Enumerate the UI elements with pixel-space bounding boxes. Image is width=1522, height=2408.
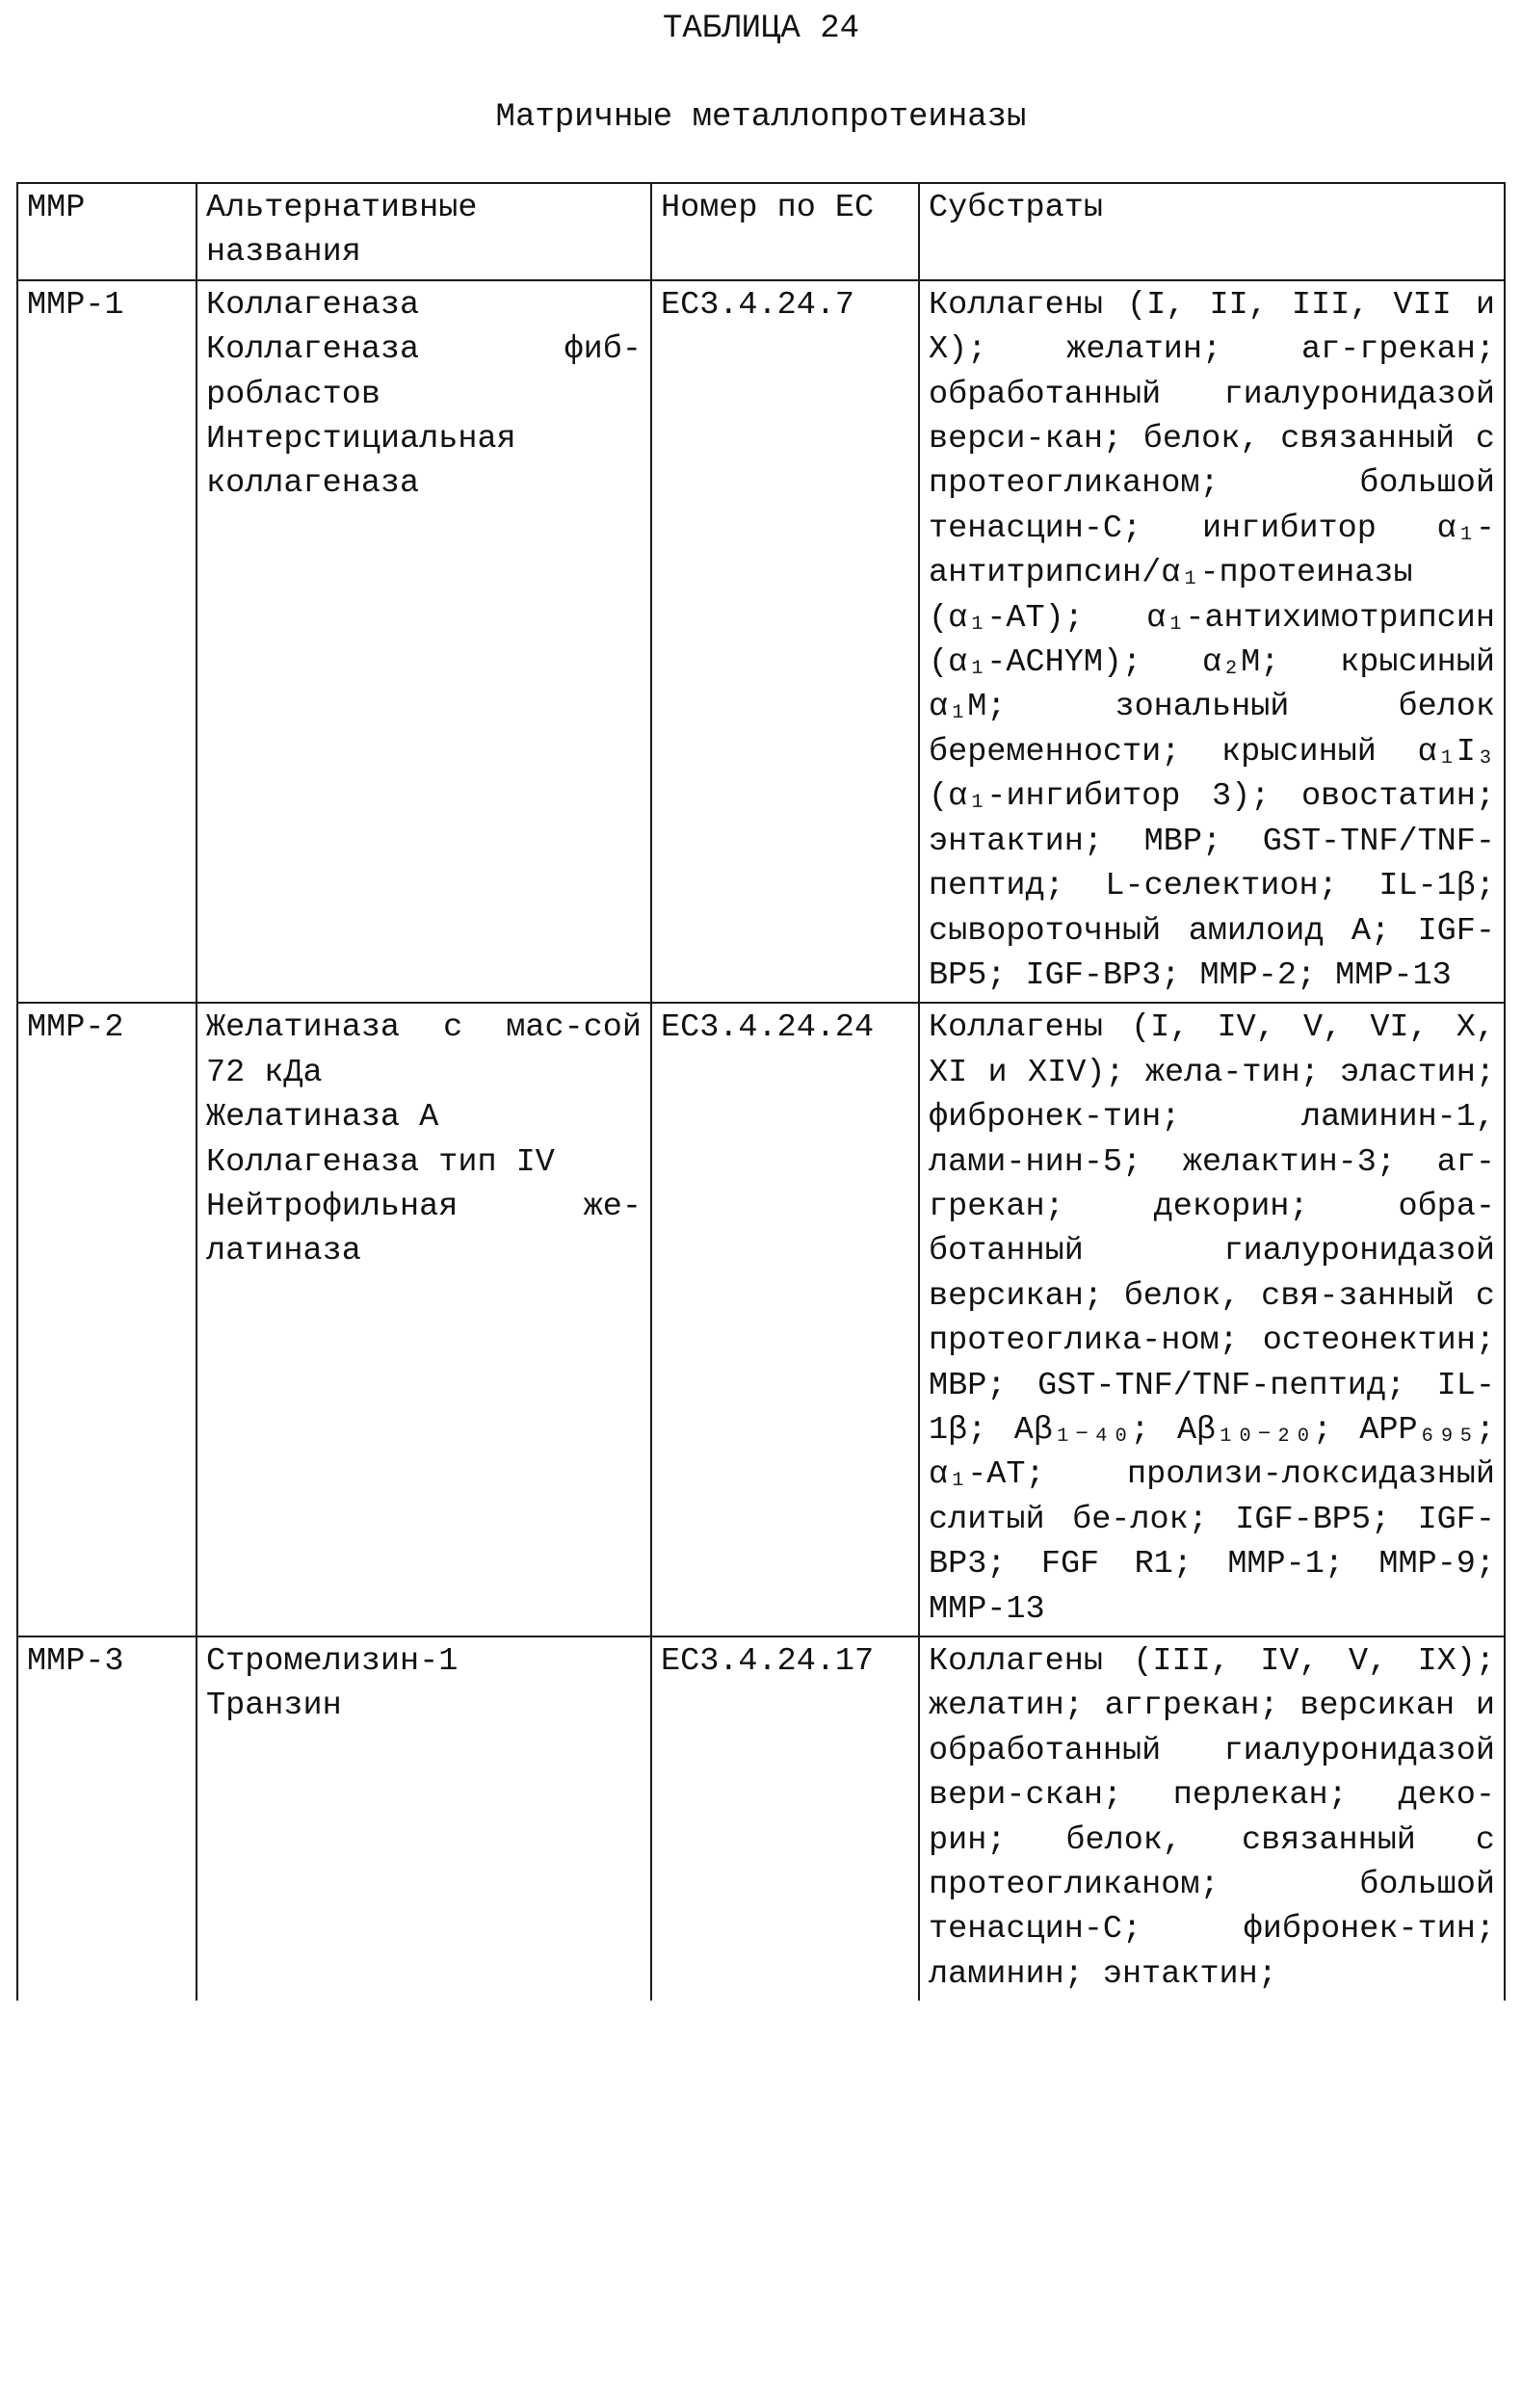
cell-alt-names: Желатиназа с мас-сой 72 кДа Желатиназа А Коллагеназа тип IV Нейтрофильная же-латиназа	[197, 1003, 651, 1636]
table-row	[17, 1003, 1505, 1636]
cell-substrates: Коллагены (I, II, III, VII и X); желатин; аг-грекан; обработанный гиалуронидазой верси-кан; белок, связанный с протеогликаном; большой тенасцин-С; ингибитор α₁-антитрипсин/α₁-протеиназы (α₁-АТ); α₁-антихимотрипсин (α₁-ACHYM); α₂М; крысиный α₁М; зональный белок беременности; крысиный α₁I₃ (α₁-ингибитор 3); овостатин; энтактин; МВР; GST-TNF/TNF-пептид; L-селектион; IL-1β; сывороточный амилоид А; IGF-BP5; IGF-BP3; ММР-2; ММР-13	[919, 280, 1505, 1004]
header-mmp: ММР	[17, 183, 197, 280]
cell-mmp: ММР-2	[17, 1003, 197, 1636]
table-header-row	[17, 183, 1505, 280]
table-row	[17, 280, 1505, 1004]
cell-mmp: ММР-3	[17, 1636, 197, 2001]
cell-substrates: Коллагены (I, IV, V, VI, X, XI и XIV); жела-тин; эластин; фибронек-тин; ламинин-1, лами-нин-5; желактин-3; аг-грекан; декорин; обра-ботанный гиалуронидазой версикан; белок, свя-занный с протеоглика-ном; остеонектин; МВР; GST-TNF/TNF-пептид; IL-1β; Аβ₁₋₄₀; Аβ₁₀₋₂₀; APP₆₉₅; α₁-АТ; пролизи-локсидазный слитый бе-лок; IGF-BP5; IGF-BP3; FGF R1; ММР-1; ММР-9; ММР-13	[919, 1003, 1505, 1636]
table-row	[17, 1636, 1505, 2001]
header-ec-number: Номер по ЕС	[651, 183, 919, 280]
cell-mmp: ММР-1	[17, 280, 197, 1004]
cell-alt-names: Коллагеназа Коллагеназа фиб-робластов Интерстициальная коллагеназа	[197, 280, 651, 1004]
mmp-table	[16, 182, 1506, 2001]
cell-substrates: Коллагены (III, IV, V, IX); желатин; аггрекан; версикан и обработанный гиалуронидазой вери-скан; перлекан; деко-рин; белок, связанный с протеогликаном; большой тенасцин-С; фибронек-тин; ламинин; энтактин;	[919, 1636, 1505, 2001]
header-alt-names: Альтернативные названия	[197, 183, 651, 280]
cell-alt-names: Стромелизин-1 Транзин	[197, 1636, 651, 2001]
cell-ec-number: ЕС3.4.24.24	[651, 1003, 919, 1636]
cell-ec-number: ЕС3.4.24.7	[651, 280, 919, 1004]
cell-ec-number: ЕС3.4.24.17	[651, 1636, 919, 2001]
table-caption: Матричные металлопротеиназы	[0, 98, 1522, 137]
header-substrates: Субстраты	[919, 183, 1505, 280]
table-number-title: ТАБЛИЦА 24	[0, 10, 1522, 48]
